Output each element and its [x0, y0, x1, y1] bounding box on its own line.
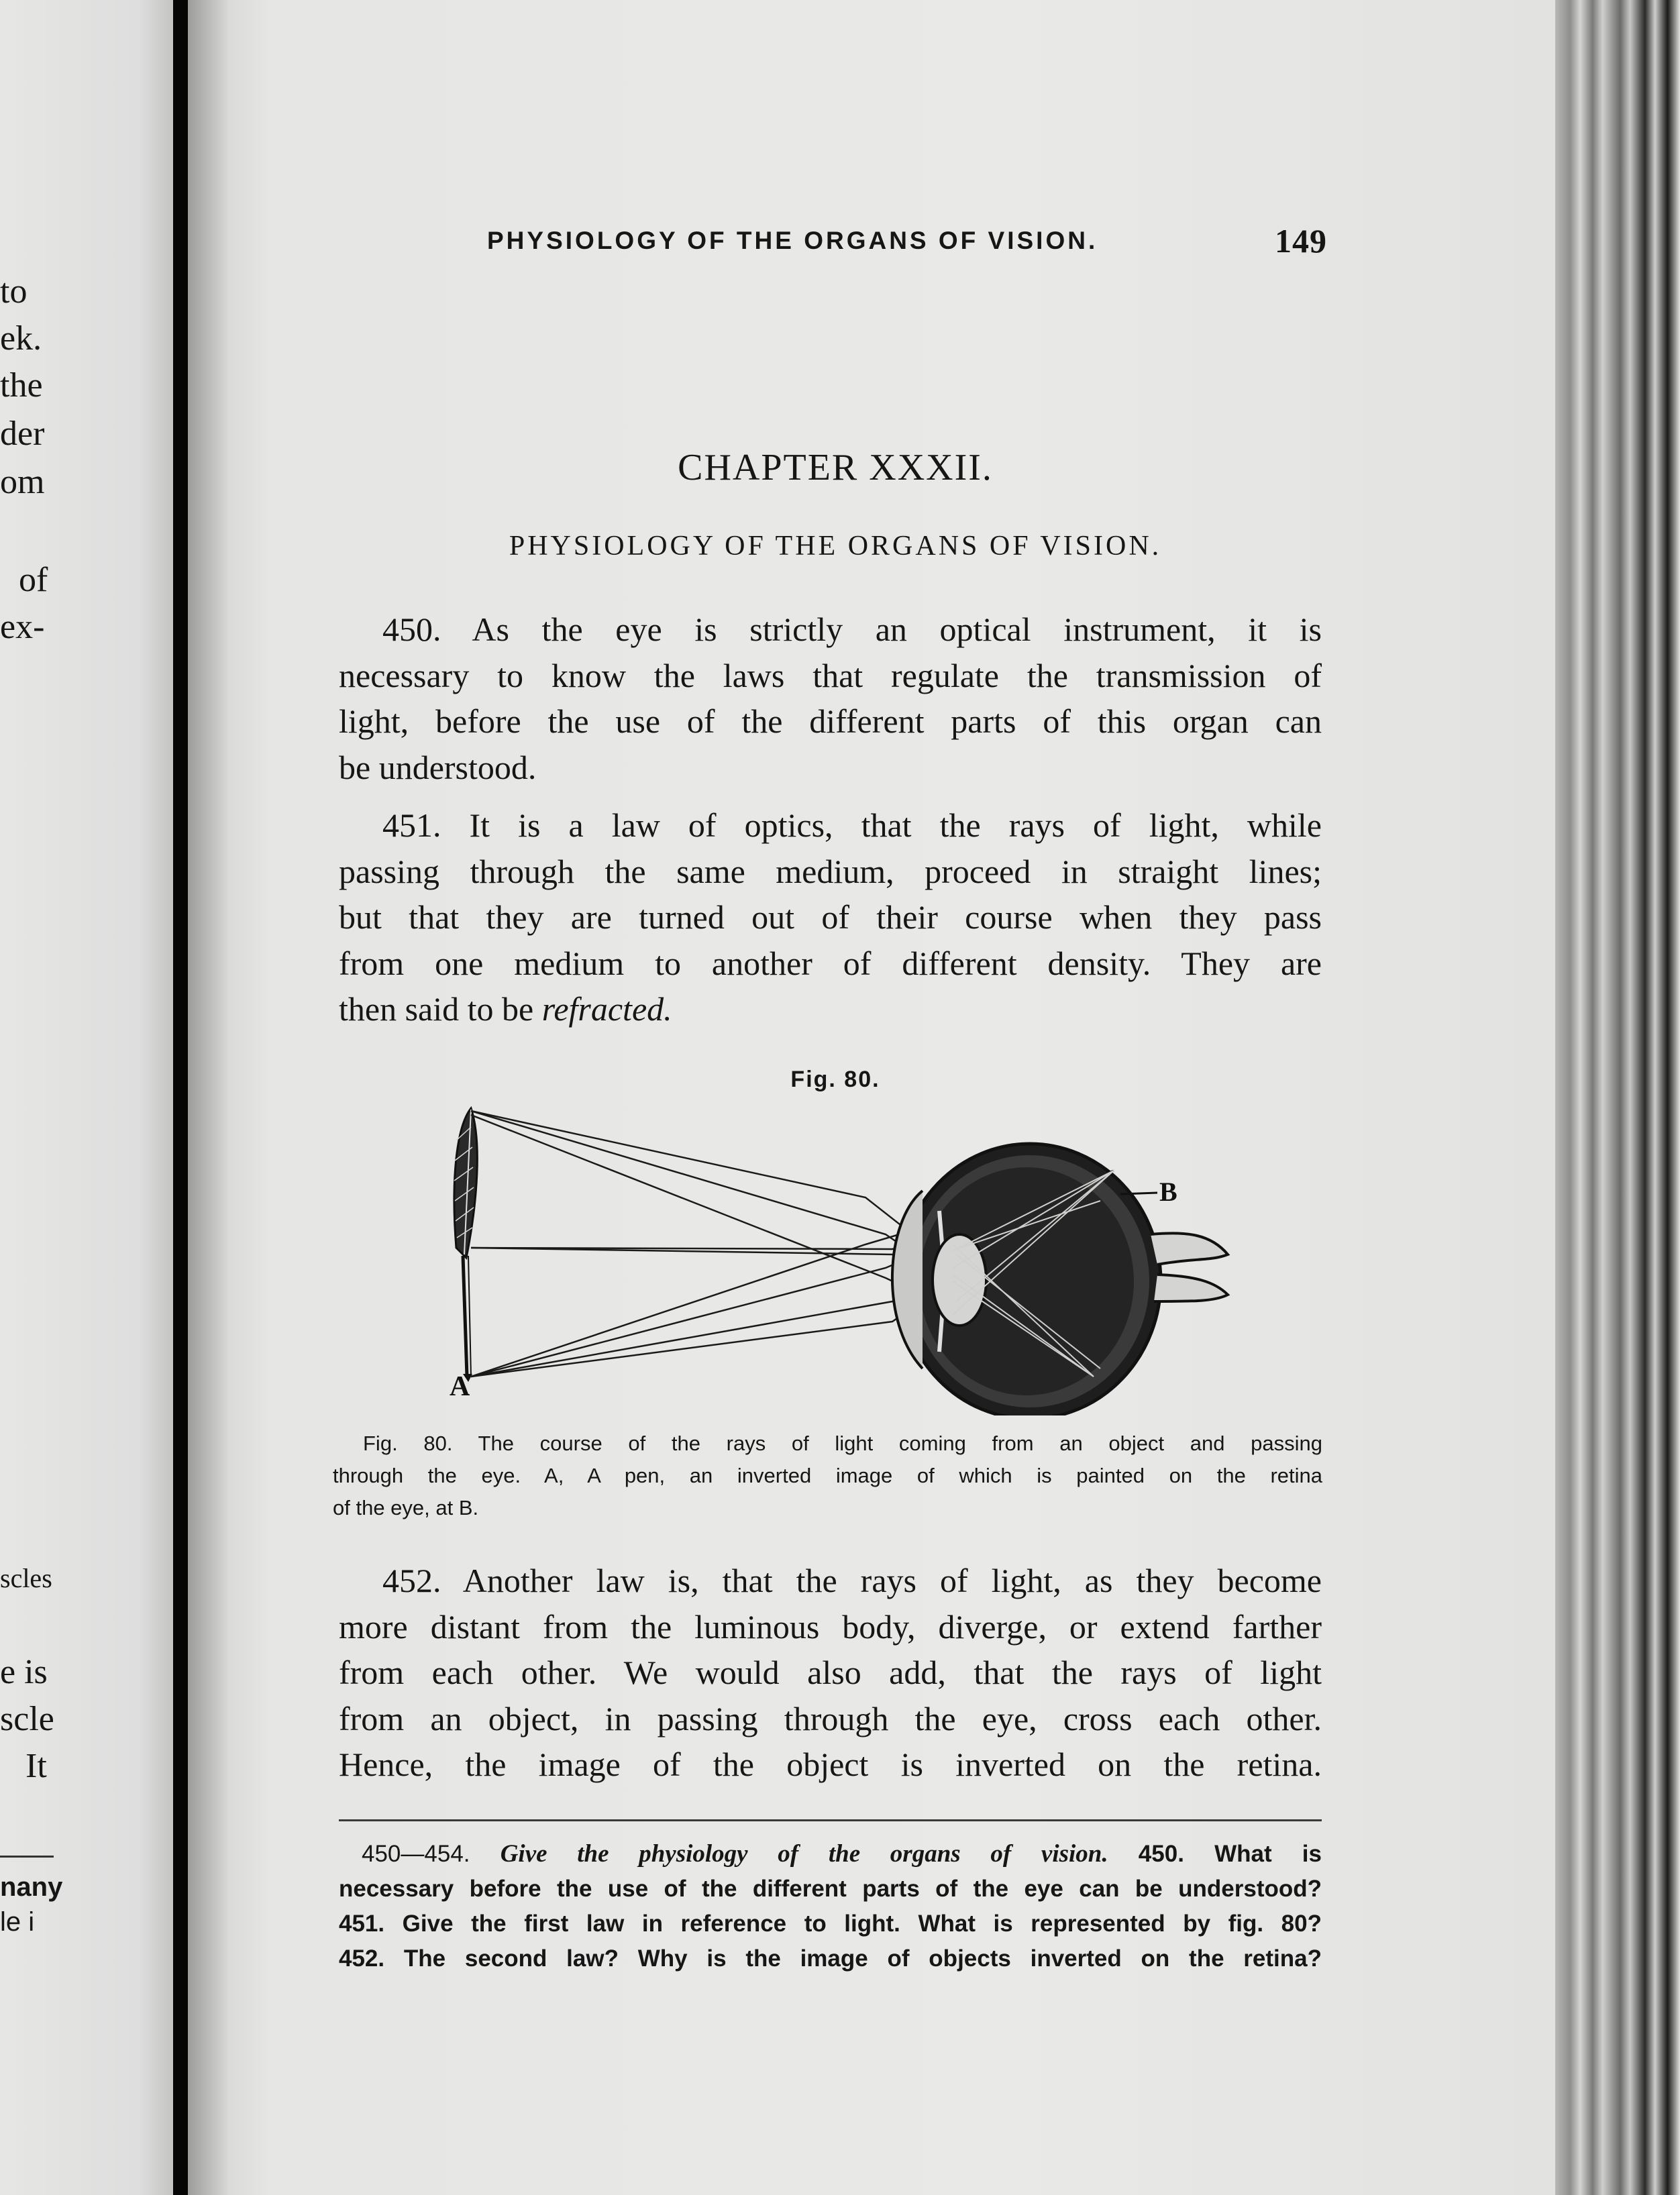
left-facing-page	[0, 0, 173, 2195]
question-text: 450. What is	[1108, 1841, 1322, 1867]
paragraph-line: but that they are turned out of their course when they pass	[339, 898, 1322, 936]
footnote-rule	[339, 1819, 1322, 1821]
paragraph-line: be understood.	[339, 748, 537, 786]
running-head-title: PHYSIOLOGY OF THE ORGANS OF VISION.	[487, 227, 1098, 254]
paragraph-452	[339, 1558, 1322, 1788]
paragraph-line: light, before the use of the different parts of this organ can	[339, 702, 1322, 740]
question-line: necessary before the use of the different parts of the eye can be understood?	[339, 1876, 1322, 1902]
paragraph-line: necessary to know the laws that regulate the transmission of	[339, 656, 1322, 694]
question-line	[339, 1837, 1322, 1872]
paragraph-line: 451. It is a law of optics, that the rays of light, while	[382, 806, 1322, 844]
paragraph-line	[339, 986, 1322, 1032]
question-line: 452. The second law? Why is the image of objects inverted on the retina?	[339, 1945, 1322, 1972]
left-fragment: scles	[0, 1563, 52, 1593]
question-heading: Give the physiology of the organs of vision.	[500, 1840, 1108, 1868]
left-fragment: e is	[0, 1653, 48, 1691]
running-head	[487, 221, 1332, 262]
paragraph-line: 450. As the eye is strictly an optical instrument, it is	[382, 610, 1322, 648]
left-fragment: scle	[0, 1700, 54, 1738]
binding-gutter	[173, 0, 188, 2195]
left-fragment: der	[0, 415, 45, 453]
caption-line: through the eye. A, A pen, an inverted image of which is painted on the retina	[333, 1464, 1322, 1487]
chapter-heading: CHAPTER XXXII.	[678, 447, 993, 488]
caption-line: of the eye, at B.	[333, 1496, 479, 1519]
paragraph-line: 452. Another law is, that the rays of light, as they become	[382, 1562, 1322, 1599]
left-fragment: the	[0, 366, 43, 405]
paragraph-line: Hence, the image of the object is inverted on the retina.	[339, 1746, 1322, 1783]
left-fragment: om	[0, 463, 45, 501]
chapter-subtitle: PHYSIOLOGY OF THE ORGANS OF VISION.	[509, 531, 1162, 561]
figure-caption	[333, 1428, 1322, 1524]
left-fragment: nany	[0, 1872, 63, 1902]
question-line: 451. Give the first law in reference to light. What is represented by fig. 80?	[339, 1911, 1322, 1937]
left-fragment: le i	[0, 1907, 35, 1937]
paragraph-451	[339, 802, 1322, 1032]
gutter-shadow	[188, 0, 228, 2195]
label-a: A	[450, 1371, 470, 1402]
left-fragment: ek.	[0, 319, 42, 358]
eye-ray-diagram	[423, 1100, 1241, 1415]
paragraph-450	[339, 606, 1322, 790]
left-rule	[0, 1856, 54, 1858]
eye-illustration	[892, 1144, 1228, 1415]
left-fragment: ex-	[0, 608, 45, 646]
label-b: B	[1159, 1177, 1177, 1207]
paragraph-line: from each other. We would also add, that the rays of light	[339, 1654, 1322, 1691]
paragraph-line: passing through the same medium, proceed in straight lines;	[339, 852, 1322, 890]
question-range: 450—454.	[362, 1841, 501, 1867]
caption-line: Fig. 80. The course of the rays of light coming from an object and passing	[363, 1432, 1322, 1455]
figure-label: Fig. 80.	[790, 1067, 880, 1092]
pen-illustration	[454, 1108, 477, 1382]
paragraph-line: from one medium to another of different density. They are	[339, 944, 1322, 982]
paragraph-text: then said to be	[339, 990, 542, 1028]
study-questions	[339, 1837, 1322, 1976]
left-fragment: It	[25, 1747, 47, 1785]
paragraph-line: from an object, in passing through the eye, cross each other.	[339, 1699, 1322, 1737]
emphasized-term: refracted.	[541, 990, 672, 1028]
left-fragment: to	[0, 272, 28, 311]
left-fragment: of	[19, 561, 48, 599]
page-number: 149	[1275, 222, 1327, 260]
paragraph-line: more distant from the luminous body, diverge, or extend farther	[339, 1607, 1322, 1646]
page-edges	[1555, 0, 1680, 2195]
